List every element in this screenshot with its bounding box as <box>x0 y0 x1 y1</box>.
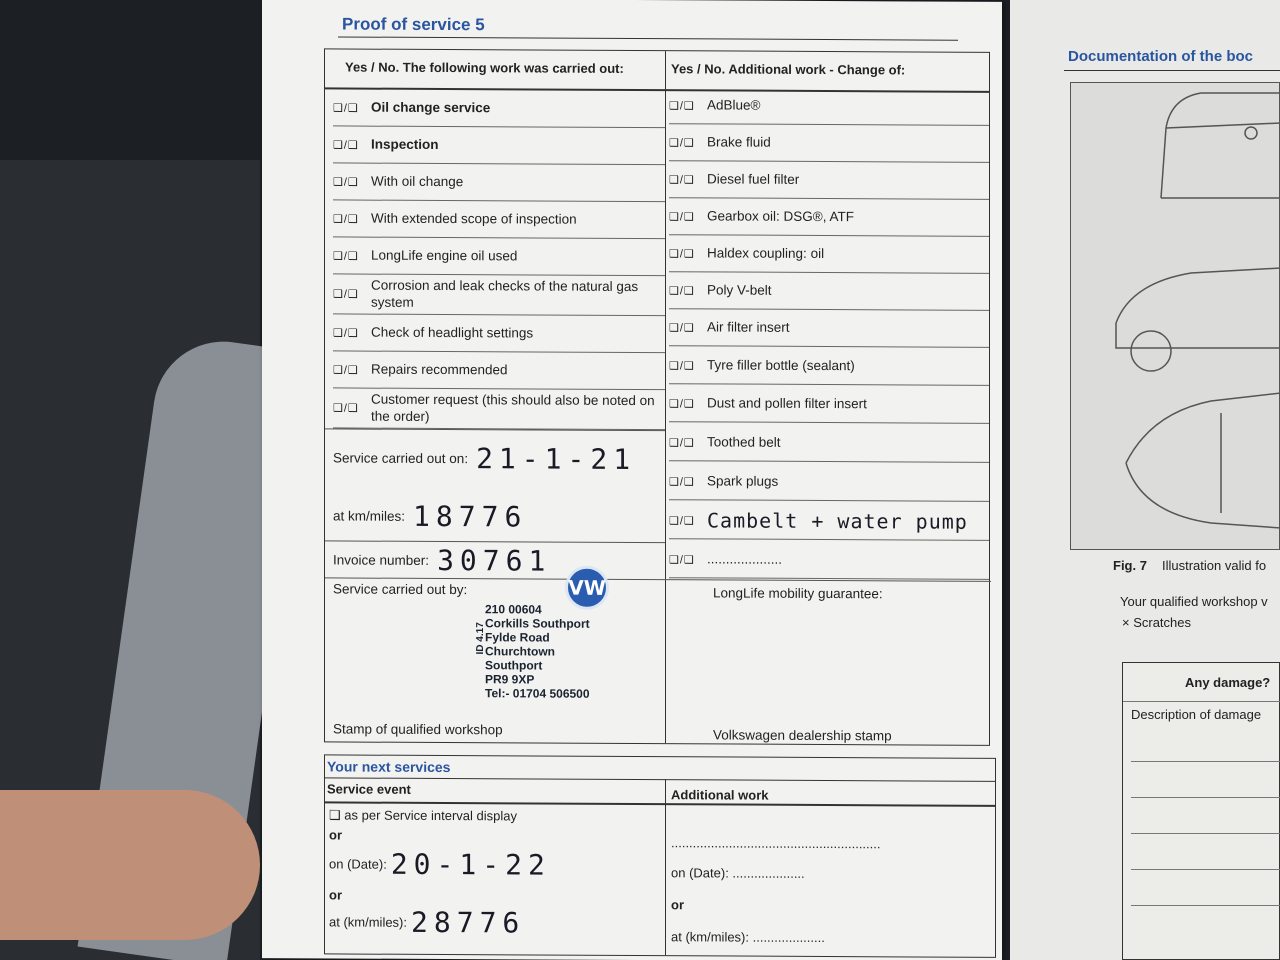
documentation-page <box>1010 0 1280 960</box>
next-km-field <box>329 905 525 939</box>
yes-no-checkbox[interactable]: ❑/❑ <box>333 212 359 226</box>
additional-item-adblue <box>669 87 989 126</box>
additional-item-haldex <box>669 235 989 274</box>
additional-item-blank <box>669 541 989 580</box>
invoice-label: Invoice number: <box>333 552 430 568</box>
or-label: or <box>329 827 342 843</box>
yes-no-checkbox[interactable]: ❑/❑ <box>669 359 695 372</box>
yes-no-checkbox[interactable]: ❑/❑ <box>669 247 695 260</box>
or-label: or <box>671 897 684 913</box>
work-item-label: LongLife engine oil used <box>371 247 518 263</box>
stamp-line: Corkills Southport <box>485 616 590 631</box>
documentation-title: Documentation of the boc <box>1068 48 1253 65</box>
additional-item-gearbox-oil <box>669 198 989 237</box>
additional-item-label: Brake fluid <box>707 133 771 150</box>
work-item-longlife-oil <box>333 237 665 276</box>
left-column-header: Yes / No. The following work was carried out: <box>345 59 624 76</box>
additional-item-spark-plugs <box>669 463 989 502</box>
service-date-field <box>333 441 636 476</box>
interval-label: as per Service interval display <box>344 807 517 824</box>
thumb-background <box>0 790 260 940</box>
yes-no-checkbox[interactable]: ❑/❑ <box>669 210 695 223</box>
column-divider <box>665 51 666 743</box>
work-item-label: Repairs recommended <box>371 361 508 377</box>
service-date-value[interactable]: 21-1-21 <box>476 442 637 477</box>
service-date-label: Service carried out on: <box>333 450 469 467</box>
column-divider <box>665 779 666 955</box>
service-event-header: Service event <box>327 781 411 797</box>
divider <box>1131 833 1280 834</box>
km-label: at km/miles: <box>333 508 406 524</box>
yes-no-checkbox[interactable]: ❑/❑ <box>333 101 359 115</box>
car-illustration <box>1070 82 1280 550</box>
additional-item-label: Spark plugs <box>707 472 779 489</box>
additional-item-label: Tyre filler bottle (sealant) <box>707 356 855 373</box>
additional-item-handwritten <box>669 502 989 541</box>
yes-no-checkbox[interactable]: ❑/❑ <box>669 553 695 566</box>
right-column-header: Yes / No. Additional work - Change of: <box>671 61 906 78</box>
handwritten-entry: Cambelt + water pump <box>707 507 968 534</box>
additional-work-dots[interactable]: .......................................................... <box>671 835 881 852</box>
work-item-headlight-check <box>333 314 665 353</box>
additional-item-label: AdBlue® <box>707 96 761 113</box>
km-value[interactable]: 18776 <box>413 499 528 534</box>
next-services-title: Your next services <box>327 758 451 776</box>
carried-out-by-label: Service carried out by: <box>333 581 468 598</box>
stamp-line: 210 00604 <box>485 602 542 617</box>
divider <box>1123 701 1280 702</box>
invoice-field <box>333 543 551 577</box>
workshop-stamp <box>485 602 625 723</box>
work-item-label: Inspection <box>371 136 439 152</box>
divider <box>1131 905 1280 906</box>
yes-no-checkbox[interactable]: ❑/❑ <box>333 363 359 377</box>
yes-no-checkbox[interactable]: ❑/❑ <box>669 475 695 488</box>
additional-item-poly-v-belt <box>669 272 989 311</box>
stamp-label: Stamp of qualified workshop <box>333 721 503 738</box>
additional-item-label: Poly V-belt <box>707 281 772 298</box>
yes-no-checkbox[interactable]: ❑/❑ <box>669 321 695 334</box>
additional-item-label: .................... <box>707 550 783 567</box>
vw-logo-icon: VW <box>565 566 609 610</box>
yes-no-checkbox[interactable]: ❑/❑ <box>333 175 359 189</box>
stamp-line: Fylde Road <box>485 630 550 645</box>
work-item-label: Customer request (this should also be noted on the order) <box>371 391 655 424</box>
divider <box>1131 869 1280 870</box>
additional-item-label: Toothed belt <box>707 433 781 450</box>
work-item-label: Check of headlight settings <box>371 324 534 341</box>
yes-no-checkbox[interactable]: ❑/❑ <box>669 514 695 527</box>
additional-work-header: Additional work <box>671 787 769 803</box>
additional-km-field[interactable]: at (km/miles): .................... <box>671 929 825 946</box>
yes-no-checkbox[interactable]: ❑/❑ <box>669 397 695 410</box>
yes-no-checkbox[interactable]: ❑/❑ <box>333 402 359 415</box>
service-booklet-page <box>262 0 1002 960</box>
work-item-customer-request <box>333 388 665 430</box>
figure-label: Fig. 7 <box>1113 558 1147 573</box>
stamp-line: PR9 9XP <box>485 672 535 687</box>
stamp-side-text: ID 4.17 <box>475 622 486 655</box>
stamp-line: Southport <box>485 658 543 673</box>
additional-item-brake-fluid <box>669 124 989 163</box>
divider <box>1131 797 1280 798</box>
additional-item-label: Diesel fuel filter <box>707 170 800 187</box>
additional-item-label: Haldex coupling: oil <box>707 244 825 261</box>
additional-date-field[interactable]: on (Date): .................... <box>671 865 805 881</box>
invoice-value[interactable]: 30761 <box>437 543 552 578</box>
divider <box>325 801 995 807</box>
longlife-guarantee-label: LongLife mobility guarantee: <box>713 585 883 602</box>
next-km-label: at (km/miles): <box>329 914 407 930</box>
stamp-line: Churchtown <box>485 644 555 659</box>
work-item-label: Oil change service <box>371 99 491 115</box>
workshop-label: Your qualified workshop v <box>1120 594 1268 609</box>
next-km-value[interactable]: 28776 <box>411 905 526 940</box>
yes-no-checkbox[interactable]: ❑/❑ <box>669 173 695 186</box>
work-item-inspection <box>333 126 665 165</box>
work-item-gas-corrosion-check <box>333 274 665 316</box>
additional-item-tyre-filler <box>669 347 989 386</box>
divider <box>1131 761 1280 762</box>
yes-no-checkbox[interactable]: ❑/❑ <box>669 136 695 149</box>
work-item-oil-change-service <box>333 89 665 128</box>
scratches-label: × Scratches <box>1122 615 1192 630</box>
work-item-repairs-recommended <box>333 351 665 390</box>
yes-no-checkbox[interactable]: ❑/❑ <box>669 99 695 112</box>
damage-description-label: Description of damage <box>1131 707 1262 722</box>
next-services-box <box>324 754 996 958</box>
additional-item-air-filter <box>669 309 989 348</box>
dealer-stamp-label: Volkswagen dealership stamp <box>713 727 892 744</box>
work-item-extended-inspection <box>333 200 665 239</box>
km-field <box>333 499 527 533</box>
title-rule <box>338 36 958 40</box>
additional-item-diesel-filter <box>669 161 989 200</box>
interval-checkbox[interactable]: ❑ <box>329 807 341 823</box>
work-item-label: With extended scope of inspection <box>371 210 577 227</box>
next-date-label: on (Date): <box>329 856 387 872</box>
stamp-line: Tel:- 01704 506500 <box>485 686 590 701</box>
or-label: or <box>329 887 342 903</box>
yes-no-checkbox[interactable]: ❑/❑ <box>333 138 359 152</box>
yes-no-checkbox[interactable]: ❑/❑ <box>333 326 359 340</box>
yes-no-checkbox[interactable]: ❑/❑ <box>669 436 695 449</box>
work-item-label: Corrosion and leak checks of the natural gas system <box>371 277 639 310</box>
additional-item-label: Dust and pollen filter insert <box>707 394 867 411</box>
title-rule <box>1064 70 1280 71</box>
service-table <box>324 48 990 745</box>
yes-no-checkbox[interactable]: ❑/❑ <box>333 288 359 301</box>
yes-no-checkbox[interactable]: ❑/❑ <box>669 284 695 297</box>
figure-caption: Illustration valid fo <box>1162 558 1267 573</box>
work-item-with-oil-change <box>333 163 665 202</box>
additional-item-toothed-belt <box>669 424 989 463</box>
additional-item-pollen-filter <box>669 385 989 424</box>
next-date-field <box>329 847 551 881</box>
additional-item-label: Gearbox oil: DSG®, ATF <box>707 207 854 224</box>
damage-question: Any damage? <box>1185 675 1271 690</box>
divider <box>325 777 995 782</box>
yes-no-checkbox[interactable]: ❑/❑ <box>333 249 359 263</box>
work-item-label: With oil change <box>371 173 464 189</box>
car-outline-icon <box>1071 83 1280 551</box>
page-title: Proof of service 5 <box>342 14 485 35</box>
interval-option <box>329 807 517 824</box>
damage-box <box>1122 662 1280 960</box>
next-date-value[interactable]: 20-1-22 <box>390 847 551 882</box>
additional-item-label: Air filter insert <box>707 318 790 335</box>
